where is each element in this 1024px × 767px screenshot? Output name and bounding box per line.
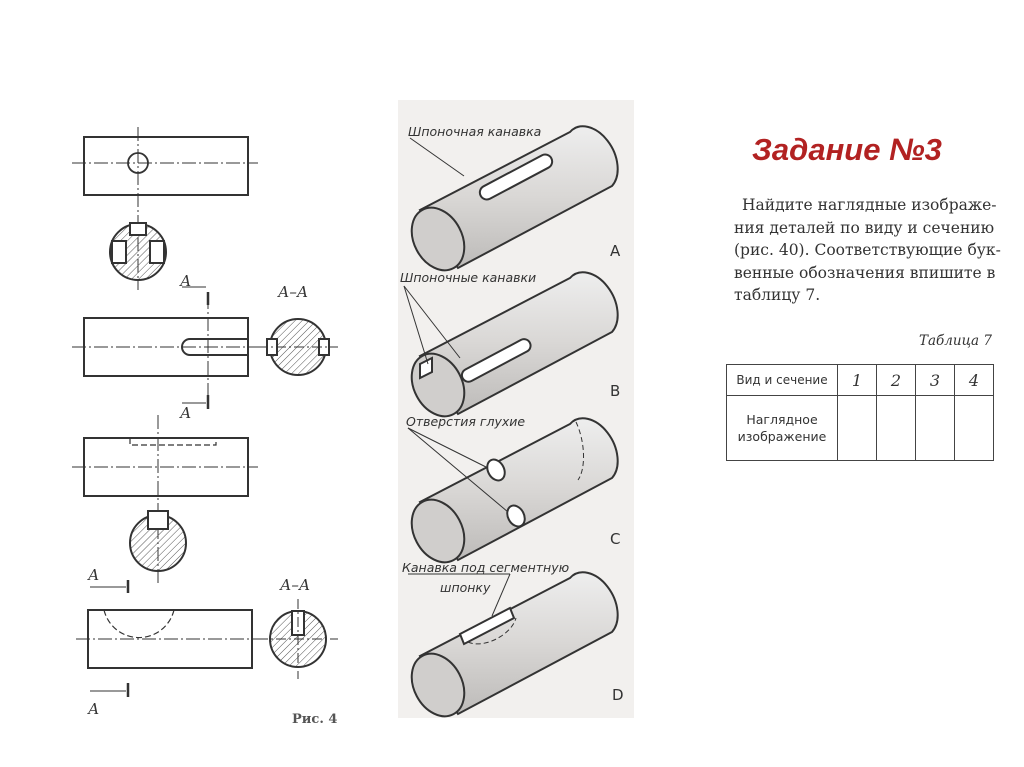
section-view-label-1: А–А	[278, 283, 309, 301]
table-row	[727, 396, 994, 461]
section-mark-a-4: А	[88, 700, 100, 718]
task-line-4: венные обозначения впишите в	[734, 263, 996, 282]
section-mark-a-1: А	[180, 272, 192, 290]
section-mark-a-3: А	[88, 566, 100, 584]
table-caption: Таблица 7	[919, 333, 992, 349]
column-4: 4	[955, 365, 994, 396]
task-line-5: таблицу 7.	[734, 286, 821, 304]
answer-table	[726, 364, 994, 461]
slide-title: Задание №3	[752, 132, 942, 167]
column-3: 3	[916, 365, 955, 396]
answer-cell-3[interactable]	[916, 396, 955, 461]
label-segment-groove-line1: Канавка под сегментную	[402, 560, 570, 575]
row-header-view: Вид и сечение	[727, 365, 838, 396]
task-line-1: Найдите наглядные изображе-	[742, 196, 997, 214]
letter-d: D	[612, 686, 624, 704]
task-text	[734, 194, 1004, 307]
view-1-body	[84, 137, 248, 195]
answer-cell-2[interactable]	[877, 396, 916, 461]
column-1: 1	[838, 365, 877, 396]
isometric-views-figure	[398, 100, 634, 718]
section-view-label-2: А–А	[280, 576, 311, 594]
row-header-image	[727, 396, 838, 461]
letter-c: C	[610, 530, 621, 548]
letter-a: A	[610, 242, 621, 260]
answer-cell-1[interactable]	[838, 396, 877, 461]
label-keyway: Шпоночная канавка	[408, 124, 542, 139]
column-2: 2	[877, 365, 916, 396]
orthographic-views-figure	[62, 115, 362, 725]
task-line-2: ния деталей по виду и сечению	[734, 218, 995, 237]
label-segment-groove-line2: шпонку	[440, 580, 491, 595]
label-blind-holes: Отверстия глухие	[406, 414, 526, 429]
figure-caption: Рис. 4	[292, 712, 338, 727]
task-line-3: (рис. 40). Соответствующие бук-	[734, 241, 1001, 259]
section-mark-a-2: А	[180, 404, 192, 422]
label-keyways: Шпоночные канавки	[400, 270, 537, 285]
row-header-image-line1: Наглядное	[746, 412, 818, 427]
table-row	[727, 365, 994, 396]
answer-cell-4[interactable]	[955, 396, 994, 461]
row-header-image-line2: изображение	[737, 429, 827, 444]
letter-b: B	[610, 382, 621, 400]
